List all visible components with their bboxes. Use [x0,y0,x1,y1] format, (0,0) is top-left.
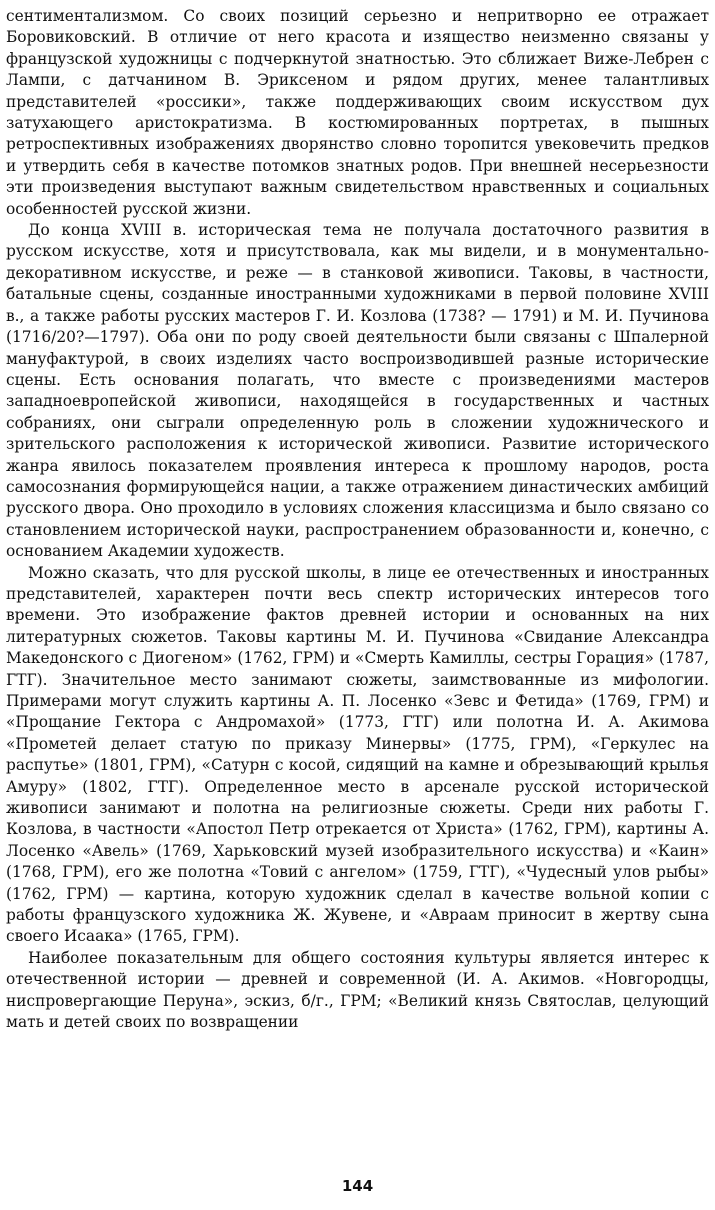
paragraph-national-history: Наиболее показательным для общего состояния культуры является интерес к отечественной истории — древней и современной (И. А. Акимов. «Новгородцы, ниспровергающие Перуна», эскиз, б/г., ГРМ; «Великий князь Святослав, целующий мать и детей своих по возвращении [6,948,709,1032]
paragraph-historical-theme: До конца XVIII в. историческая тема не получала достаточного развития в русском искусстве, хотя и присутствовала, как мы видели, и в монументально-декоративном искусстве, и реже — в станковой живописи. Таковы, в частности, батальные сцены, созданные иностранными художниками в первой половине XVIII в., а также работы русских мастеров Г. И. Козлова (1738? — 1791) и М. И. Пучинова (1716/20?—1797). Оба они по роду своей деятельности были связаны с Шпалерной мануфактурой, в своих изделиях часто воспроизводившей разные исторические сцены. Есть основания полагать, что вместе с произведениями мастеров западноевропейской живописи, находящейся в государственных и частных собраниях, они сыграли определенную роль в сложении художнического и зрительского расположения к исторической живописи. Развитие исторического жанра явилось показателем проявления интереса к прошлому народов, роста самосознания формирующейся нации, а также отражением династических амбиций русского двора. Оно проходило в условиях сложения классицизма и было связано со становлением исторической науки, распространением образованности и, конечно, с основанием Академии художеств. [6,221,709,561]
paragraph-russian-school: Можно сказать, что для русской школы, в лице ее отечественных и иностранных представителей, характерен почти весь спектр исторических интересов того времени. Это изображение фактов древней истории и основанных на них литературных сюжетов. Таковы картины М. И. Пучинова «Свидание Александра Македонского с Диогеном» (1762, ГРМ) и «Смерть Камиллы, сестры Горация» (1787, ГТГ). Значительное место занимают сюжеты, заимствованные из мифологии. Примерами могут служить картины А. П. Лосенко «Зевс и Фетида» (1769, ГРМ) и «Прощание Гектора с Андромахой» (1773, ГТГ) или полотна И. А. Акимова «Прометей делает статую по приказу Минервы» (1775, ГРМ), «Геркулес на распутье» (1801, ГРМ), «Сатурн с косой, сидящий на камне и обрезывающий крылья Амуру» (1802, ГТГ). Определенное место в арсенале русской исторической живописи занимают и полотна на религиозные сюжеты. Среди них работы Г. Козлова, в частности «Апостол Петр отрекается от Христа» (1762, ГРМ), картины А. Лосенко «Авель» (1769, Харьковский музей изобразительного искусства) и «Каин» (1768, ГРМ), его же полотна «Товий с ангелом» (1759, ГТГ), «Чудесный улов рыбы» (1762, ГРМ) — картина, которую художник сделал в качестве вольной копии с работы французского художника Ж. Жувене, и «Авраам приносит в жертву сына своего Исаака» (1765, ГРМ). [6,563,709,946]
paragraph-sentimentalism: сентиментализмом. Со своих позиций серьезно и непритворно ее отражает Боровиковский. В отличие от него красота и изящество неизменно связаны у французской художницы с подчеркнутой знатностью. Это сближает Виже-Лебрен с Лампи, с датчанином В. Эриксеном и рядом других, менее талантливых представителей «россики», также поддерживающих своим искусством дух затухающего аристократизма. В костюмированных портретах, в пышных ретроспективных изображениях дворянство словно торопится увековечить предков и утвердить себя в качестве потомков знатных родов. При внешней несерьезности эти произведения выступают важным свидетельством нравственных и социальных особенностей русской жизни. [6,7,709,218]
page-number: 144 [341,1177,374,1195]
